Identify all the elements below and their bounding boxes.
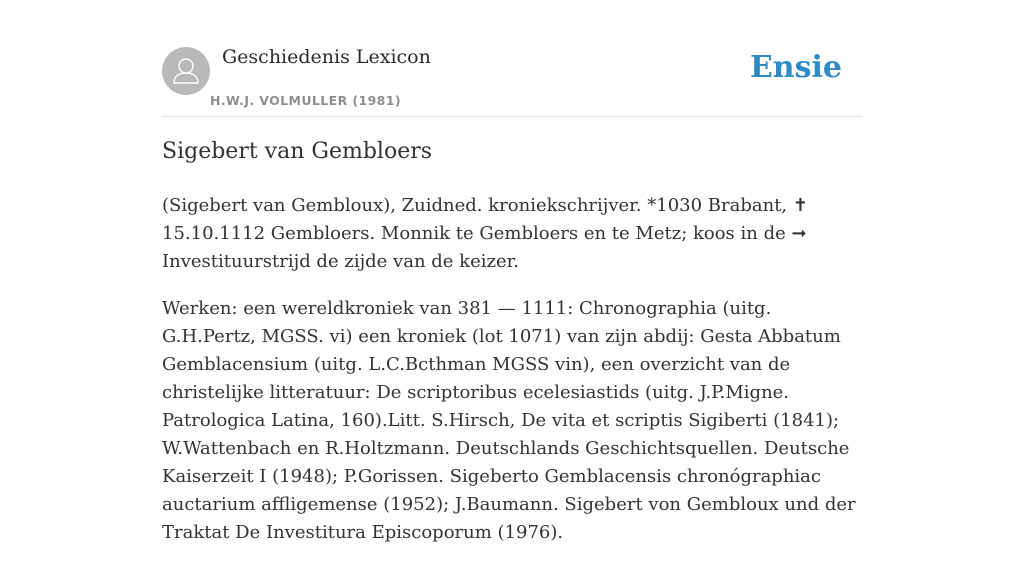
user-silhouette-icon [162,47,210,95]
author-label[interactable]: H.W.J. VOLMULLER (1981) [210,93,401,108]
avatar[interactable] [162,47,210,95]
entry-title: Sigebert van Gembloers [162,139,433,164]
entry-paragraph: Werken: een wereldkroniek van 381 — 1111: Chronographia (uitg. G.H.Pertz, MGSS. vi) een kroniek (lot 1071) van zijn abdij: Gesta Abbatum Gemblacensium (uitg. L.C.Bcthman MGSS vin), een overzicht van de christelijke litteratuur: De scriptoribus ecelesiastids (uitg. J.P.Migne. Patrologica Latina, 160).Litt. S.Hirsch, De vita et scriptis Sigiberti (1841); W.Wattenbach en R.Holtzmann. Deutschlands Geschichtsquellen. Deutsche Kaiserzeit I (1948); P.Gorissen. Sigeberto Gemblacensis chronógraphiac auctarium affligemense (1952); J.Baumann. Sigebert von Gembloux und der Traktat De Investitura Episcoporum (1976). [162,298,856,543]
entry-body [162,192,862,566]
lexicon-title[interactable]: Geschiedenis Lexicon [222,46,431,68]
entry-paragraph: (Sigebert van Gembloux), Zuidned. kroniekschrijver. *1030 Brabant, ✝ 15.10.1112 Gembloers. Monnik te Gembloers en te Metz; koos in de ➞ Investituurstrijd de zijde van de keizer. [162,195,808,272]
ensie-logo[interactable]: Ensie [749,50,842,85]
header [162,46,862,117]
